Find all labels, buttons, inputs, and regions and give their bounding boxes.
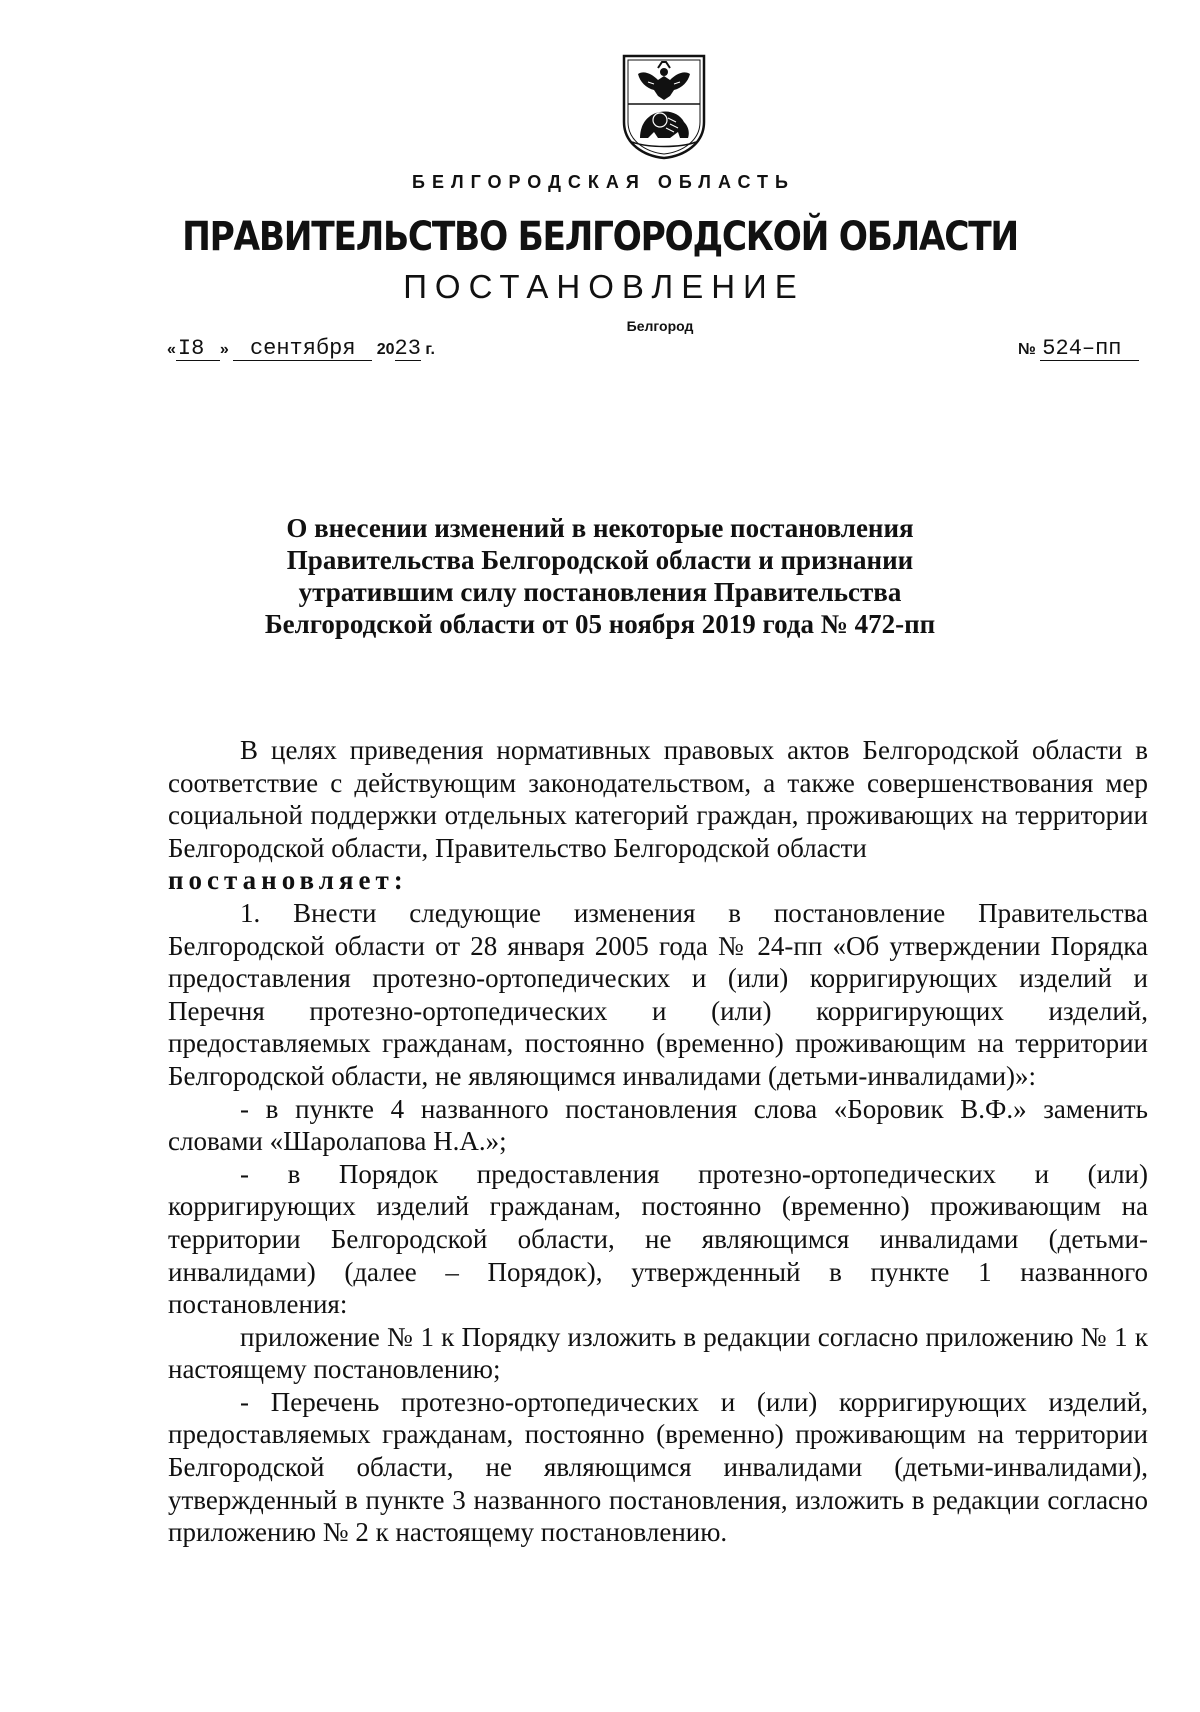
region-name: БЕЛГОРОДСКАЯ ОБЛАСТЬ bbox=[412, 172, 795, 192]
coat-of-arms-icon bbox=[618, 52, 710, 160]
paragraph-intro: В целях приведения нормативных правовых актов Белгородской области в соответствие с действующим законодательством, а также совершенствования мер социальной поддержки отдельных категорий граждан, проживающих на территории Белгородской области, Правительство Белгородской области bbox=[168, 735, 1148, 863]
title-line: утратившим силу постановления Правительства bbox=[298, 577, 902, 607]
date-close-quote: » bbox=[219, 341, 229, 358]
paragraph-item-1a: - в пункте 4 названного постановления слова «Боровик В.Ф.» заменить словами «Шаролапова Н.А.»; bbox=[168, 1093, 1148, 1157]
title-line: О внесении изменений в некоторые постановления bbox=[286, 513, 914, 543]
document-date bbox=[167, 338, 435, 361]
number-value: 524–пп bbox=[1040, 338, 1139, 361]
number-label: № bbox=[1018, 341, 1036, 358]
paragraph-item-1c: - Перечень протезно-ортопедических и (или) корригирующих изделий, предоставляемых гражданам, постоянно (временно) проживающим на территории Белгородской области, не являющимся инвалидами (детьми-инвалидами), утвержденный в пункте 3 названного постановления, изложить в редакции согласно приложению № 2 к настоящему постановлению. bbox=[168, 1386, 1148, 1548]
title-line: Белгородской области от 05 ноября 2019 года № 472-пп bbox=[264, 609, 936, 639]
resolves-word: постановляет: bbox=[168, 865, 408, 896]
city-name: Белгород bbox=[626, 318, 694, 334]
paragraph-resolves bbox=[168, 864, 1148, 897]
paragraph-item-1: 1. Внести следующие изменения в постановление Правительства Белгородской области от 28 января 2005 года № 24-пп «Об утверждении Порядка предоставления протезно-ортопедических и (или) корригирующих изделий и Перечня протезно-ортопедических и (или) корригирующих изделий, предоставляемых гражданам, постоянно (временно) проживающим на территории Белгородской области, не являющимся инвалидами (детьми-инвалидами)»: bbox=[168, 897, 1148, 1091]
date-open-quote: « bbox=[167, 341, 176, 358]
document-number bbox=[1018, 338, 1139, 361]
date-year-prefix: 20 bbox=[376, 341, 395, 358]
document-body bbox=[168, 734, 1148, 1549]
government-name: ПРАВИТЕЛЬСТВО БЕЛГОРОДСКОЙ ОБЛАСТИ bbox=[182, 214, 1018, 260]
paragraph-item-1b: - в Порядок предоставления протезно-ортопедических и (или) корригирующих изделий гражданам, постоянно (временно) проживающим на территории Белгородской области, не являющимся инвалидами (детьми-инвалидами) (далее – Порядок), утвержденный в пункте 1 названного постановления: bbox=[168, 1158, 1148, 1320]
title-line: Правительства Белгородской области и признании bbox=[286, 545, 914, 575]
document-type: ПОСТАНОВЛЕНИЕ bbox=[403, 268, 805, 305]
date-year-suffix: 23 bbox=[394, 336, 421, 361]
date-year-mark: г. bbox=[425, 341, 435, 358]
date-day: I8 bbox=[176, 338, 220, 361]
date-month: сентября bbox=[233, 338, 372, 361]
paragraph-item-1b1: приложение № 1 к Порядку изложить в редакции согласно приложению № 1 к настоящему постановлению; bbox=[168, 1321, 1148, 1385]
document-title bbox=[200, 512, 1000, 640]
